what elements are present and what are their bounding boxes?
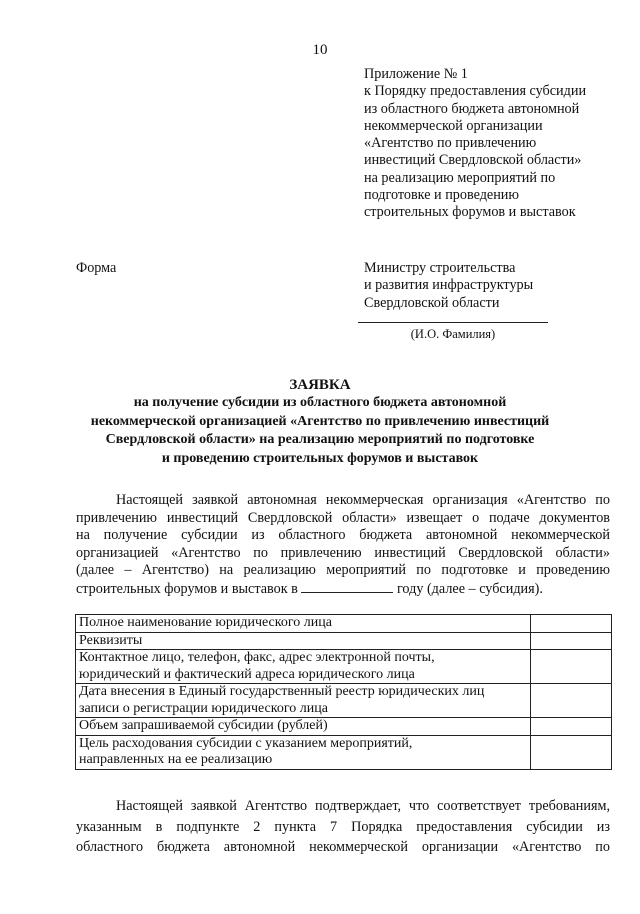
table-cell-value[interactable]	[531, 735, 612, 769]
table-cell-value[interactable]	[531, 718, 612, 736]
document-title: ЗАЯВКА	[289, 377, 351, 393]
year-line-before: строительных форумов и выставок в	[76, 580, 298, 597]
table-row	[76, 650, 612, 684]
paragraph-line: привлечению инвестиций Свердловской области» извещает о подаче документов	[76, 509, 610, 526]
table-cell-label: Контактное лицо, телефон, факс, адрес электронной почты, юридический и фактический адреса юридического лица	[76, 650, 531, 684]
table-row	[76, 718, 612, 736]
appendix-line: к Порядку предоставления субсидии	[364, 83, 587, 100]
table-cell-label: Объем запрашиваемой субсидии (рублей)	[76, 718, 531, 736]
signature-line	[358, 322, 548, 323]
appendix-line: подготовке и проведению	[364, 187, 520, 204]
table-row	[76, 632, 612, 650]
paragraph-line: (далее – Агентство) на реализацию мероприятий по подготовке и проведению	[76, 562, 610, 579]
subtitle-line: на получение субсидии из областного бюджета автономной	[133, 395, 507, 410]
appendix-block	[364, 66, 634, 222]
appendix-line: строительных форумов и выставок	[364, 204, 576, 221]
paragraph-line	[76, 580, 610, 598]
year-blank-field[interactable]	[301, 580, 393, 593]
paragraph-line: на получение субсидии из областного бюджета автономной некоммерческой	[76, 527, 610, 544]
form-label: Форма	[76, 260, 117, 276]
appendix-line: некоммерческой организации	[364, 117, 543, 134]
appendix-line: на реализацию мероприятий по	[364, 169, 556, 186]
addressee-block	[364, 260, 533, 312]
table-cell-label: Дата внесения в Единый государственный реестр юридических лиц записи о регистрации юридического лица	[76, 684, 531, 718]
paragraph-line: Настоящей заявкой автономная некоммерческая организация «Агентство по	[116, 492, 610, 508]
year-line-after: году (далее – субсидия).	[396, 580, 543, 597]
table-cell-label: Реквизиты	[76, 632, 531, 650]
addressee-line: Свердловской области	[364, 294, 500, 311]
subtitle-line: и проведению строительных форумов и выставок	[161, 450, 479, 466]
subtitle-line: некоммерческой организацией «Агентство по привлечению инвестиций	[90, 413, 550, 429]
table-cell-value[interactable]	[531, 650, 612, 684]
subtitle-line: Свердловской области» на реализацию мероприятий по подготовке	[105, 432, 535, 447]
table-cell-value[interactable]	[531, 632, 612, 650]
page-number: 10	[312, 42, 328, 58]
appendix-line: из областного бюджета автономной	[364, 100, 580, 117]
requisites-table	[75, 614, 612, 770]
paragraph-line: организацией «Агентство по привлечению инвестиций Свердловской области»	[76, 544, 610, 561]
paragraph-line: указанным в подпункте 2 пункта 7 Порядка предоставления субсидии из	[76, 818, 610, 835]
table-cell-value[interactable]	[531, 615, 612, 633]
appendix-line: Приложение № 1	[364, 66, 468, 82]
signature-caption: (И.О. Фамилия)	[410, 327, 496, 341]
document-subtitle	[60, 394, 580, 468]
addressee-line: Министру строительства	[364, 260, 516, 276]
table-row	[76, 735, 612, 769]
paragraph-line: Настоящей заявкой Агентство подтверждает, что соответствует требованиям,	[116, 798, 610, 814]
intro-paragraph	[76, 492, 610, 598]
table-cell-label: Полное наименование юридического лица	[76, 615, 531, 633]
paragraph-line: областного бюджета автономной некоммерческой организации «Агентство по	[76, 839, 610, 855]
addressee-line: и развития инфраструктуры	[364, 277, 534, 294]
table-row	[76, 615, 612, 633]
appendix-line: инвестиций Свердловской области»	[364, 152, 582, 169]
confirmation-paragraph	[76, 796, 610, 858]
table-cell-label: Цель расходования субсидии с указанием мероприятий, направленных на ее реализацию	[76, 735, 531, 769]
appendix-line: «Агентство по привлечению	[364, 135, 537, 152]
table-row	[76, 684, 612, 718]
table-cell-value[interactable]	[531, 684, 612, 718]
